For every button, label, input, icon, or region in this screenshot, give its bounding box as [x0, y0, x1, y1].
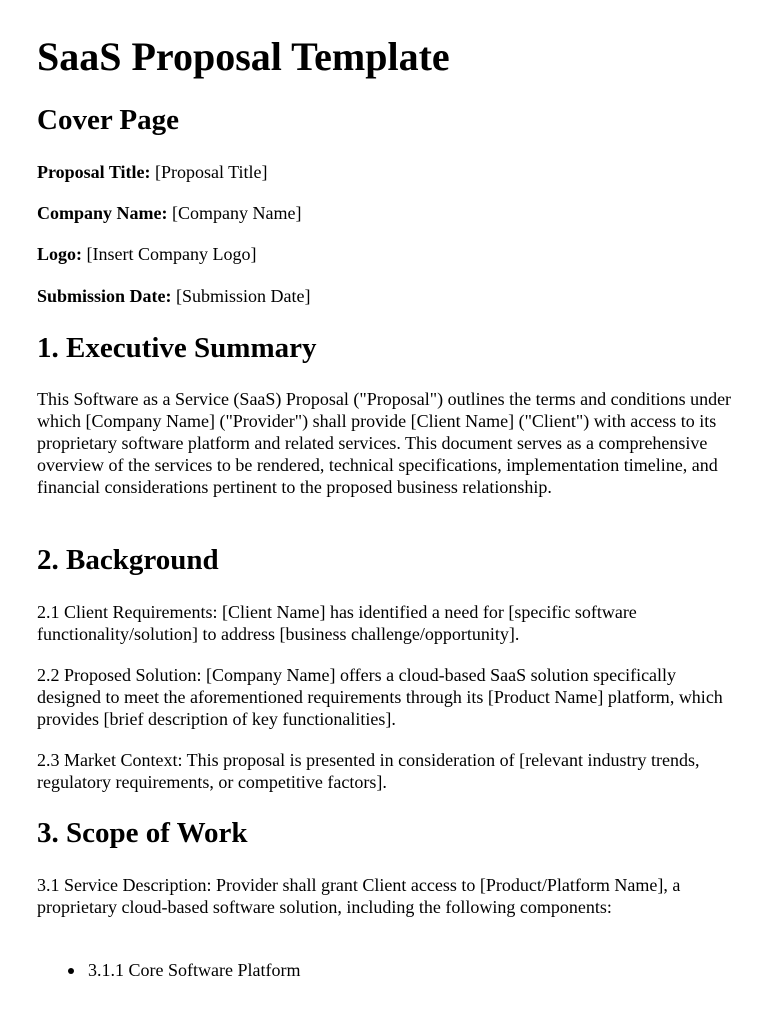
client-requirements-paragraph: 2.1 Client Requirements: [Client Name] has identified a need for [specific software functionality/solution] to address [business challenge/opportunity].	[37, 602, 637, 644]
field-label: Proposal Title:	[37, 162, 151, 182]
list-item-label: 3.1.1 Core Software Platform	[88, 960, 301, 980]
background-heading: 2. Background	[37, 544, 219, 576]
field-value: [Submission Date]	[176, 286, 311, 306]
executive-summary-heading: 1. Executive Summary	[37, 332, 317, 364]
market-context-paragraph: 2.3 Market Context: This proposal is presented in consideration of [relevant industry trends, regulatory requirements, or competitive factors].	[37, 750, 700, 792]
proposed-solution-paragraph: 2.2 Proposed Solution: [Company Name] offers a cloud-based SaaS solution specifically designed to meet the aforementioned requirements through its [Product Name] platform, which provides [brief description of key functionalities].	[37, 665, 723, 729]
cover-page-heading: Cover Page	[37, 104, 179, 136]
field-value: [Proposal Title]	[155, 162, 268, 182]
executive-summary-paragraph: This Software as a Service (SaaS) Proposal ("Proposal") outlines the terms and conditions under which [Company Name] ("Provider") shall provide [Client Name] ("Client") with access to its proprietary software platform and related services. This document serves as a comprehensive overview of the services to be rendered, technical specifications, implementation timeline, and financial considerations pertinent to the proposed business relationship.	[37, 389, 732, 497]
service-description-paragraph: 3.1 Service Description: Provider shall grant Client access to [Product/Platform Name], a proprietary cloud-based software solution, including the following components:	[37, 875, 681, 917]
components-list	[37, 959, 300, 981]
field-value: [Company Name]	[172, 203, 302, 223]
list-item	[37, 959, 300, 981]
bullet-icon	[68, 968, 74, 974]
field-value: [Insert Company Logo]	[86, 244, 257, 264]
submission-date-field	[37, 285, 732, 307]
field-label: Logo:	[37, 244, 82, 264]
field-label: Company Name:	[37, 203, 168, 223]
document-title: SaaS Proposal Template	[37, 34, 450, 79]
logo-field	[37, 243, 732, 265]
field-label: Submission Date:	[37, 286, 172, 306]
proposal-title-field	[37, 161, 732, 183]
company-name-field	[37, 202, 732, 224]
scope-of-work-heading: 3. Scope of Work	[37, 817, 248, 849]
